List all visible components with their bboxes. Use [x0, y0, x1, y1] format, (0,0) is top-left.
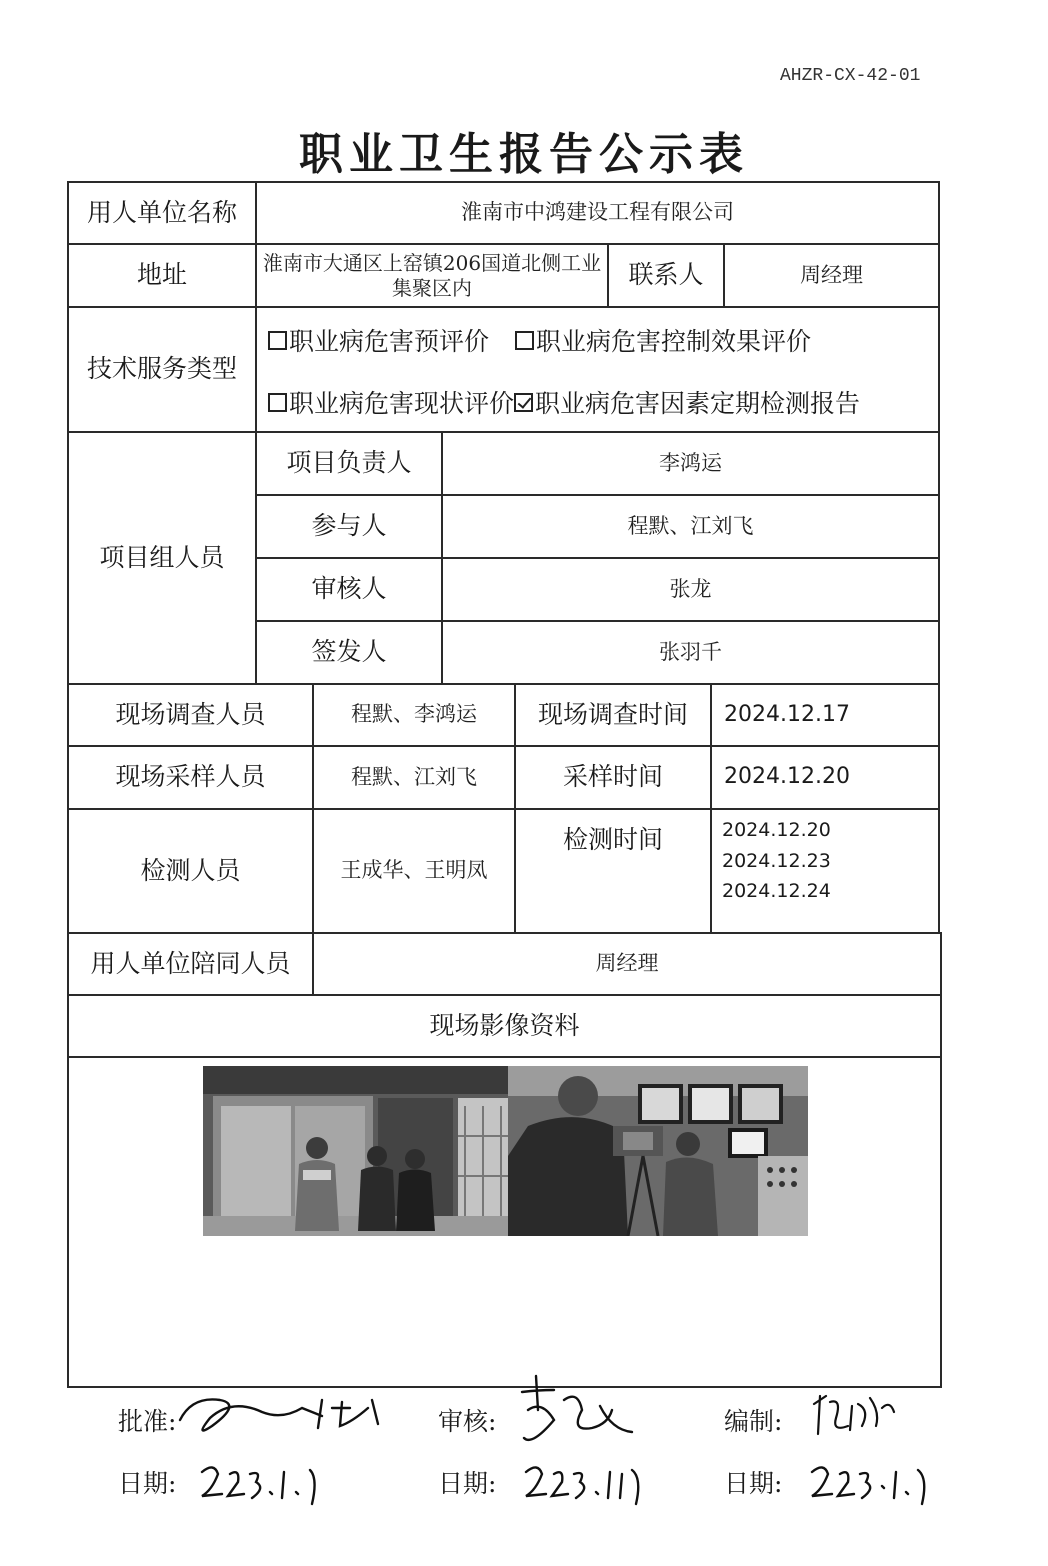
compile-date-label: 日期: [724, 1469, 783, 1498]
service-option-status-evaluation[interactable]: 职业病危害现状评价 [268, 384, 514, 420]
team-name-issuer: 张羽千 [659, 639, 722, 664]
service-type-label: 技术服务类型 [86, 354, 237, 384]
service-option-periodic-testing[interactable]: 职业病危害因素定期检测报告 [514, 384, 860, 420]
checkbox-unchecked-icon [515, 331, 534, 350]
service-options-row-1 [268, 322, 811, 358]
employer-name-label: 用人单位名称 [86, 197, 237, 227]
checkbox-checked-icon [514, 393, 533, 412]
service-options-row-2 [268, 384, 860, 420]
testing-date: 2024.12.20 [722, 819, 831, 841]
approver-signature [172, 1378, 392, 1448]
checkbox-unchecked-icon [268, 393, 287, 412]
testing-staff-value: 王成华、王明凤 [340, 858, 488, 883]
site-photos-label: 现场影像资料 [429, 1010, 580, 1040]
site-photo-entrance [203, 1066, 508, 1236]
site-photo-control-room [508, 1066, 808, 1236]
sampling-time-value: 2024.12.20 [724, 764, 850, 790]
survey-staff-label: 现场调查人员 [115, 699, 266, 729]
testing-date: 2024.12.23 [722, 849, 831, 872]
escort-label: 用人单位陪同人员 [90, 948, 291, 978]
reviewer-signature [508, 1370, 638, 1460]
escort-value: 周经理 [595, 951, 659, 976]
team-role-issuer: 签发人 [311, 637, 387, 667]
employer-name-value: 淮南市中鸿建设工程有限公司 [461, 200, 734, 225]
service-option-pre-evaluation[interactable]: 职业病危害预评价 [268, 322, 489, 358]
testing-staff-label: 检测人员 [140, 855, 241, 885]
document-code: AHZR-CX-42-01 [780, 66, 921, 86]
team-name-reviewer: 张龙 [669, 576, 712, 601]
checkbox-unchecked-icon [268, 331, 287, 350]
team-name-leader: 李鸿运 [659, 450, 722, 475]
testing-time-values [722, 810, 938, 932]
team-role-participants: 参与人 [311, 511, 387, 541]
survey-staff-value: 程默、李鸿运 [351, 702, 477, 727]
survey-time-value: 2024.12.17 [724, 701, 850, 727]
page-title: 职业卫生报告公示表 [299, 129, 749, 180]
service-option-control-effect[interactable]: 职业病危害控制效果评价 [515, 322, 811, 358]
compiler-signature [808, 1382, 898, 1442]
review-label: 审核: [438, 1407, 497, 1436]
sampling-staff-label: 现场采样人员 [115, 762, 266, 792]
approve-date-label: 日期: [118, 1469, 177, 1498]
contact-value: 周经理 [800, 262, 863, 287]
compile-label: 编制: [724, 1407, 783, 1436]
project-team-label: 项目组人员 [99, 542, 225, 572]
contact-label: 联系人 [628, 260, 704, 290]
address-value: 淮南市大通区上窑镇206国道北侧工业集聚区内 [262, 250, 602, 300]
compile-handwritten-date [806, 1456, 936, 1514]
sampling-time-label: 采样时间 [562, 762, 663, 792]
testing-date: 2024.12.24 [722, 880, 831, 903]
survey-time-label: 现场调查时间 [537, 699, 688, 729]
review-handwritten-date [520, 1456, 650, 1514]
team-role-reviewer: 审核人 [311, 574, 387, 604]
review-date-label: 日期: [438, 1469, 497, 1498]
address-label: 地址 [136, 260, 187, 290]
approve-handwritten-date [196, 1456, 326, 1514]
approve-label: 批准: [118, 1407, 177, 1436]
team-name-participants: 程默、江刘飞 [627, 513, 754, 538]
testing-time-label: 检测时间 [562, 824, 663, 854]
team-role-leader: 项目负责人 [286, 448, 412, 478]
sampling-staff-value: 程默、江刘飞 [351, 764, 477, 789]
